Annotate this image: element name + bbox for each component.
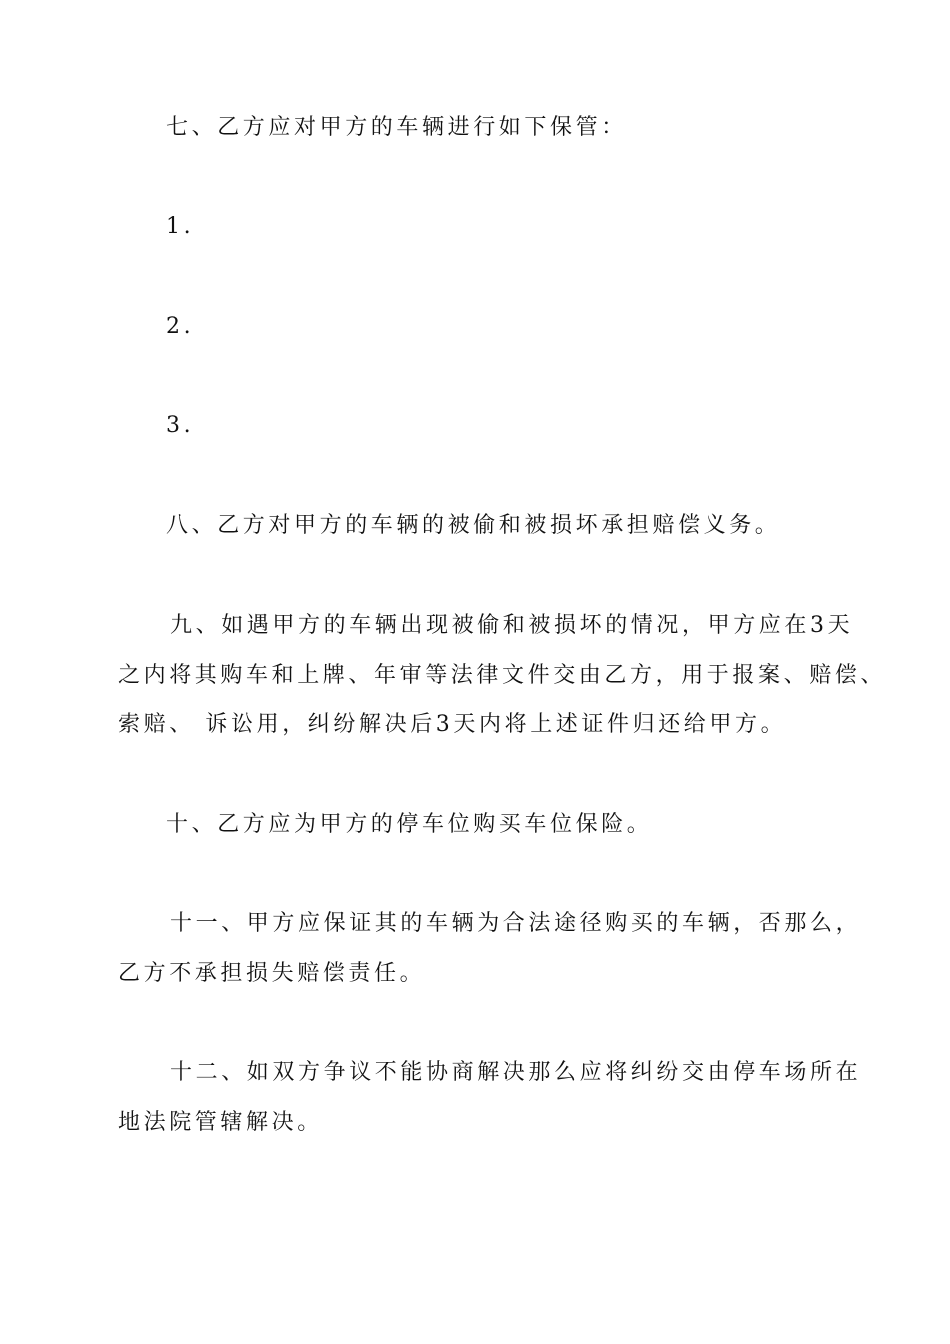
clause-11-line-1: 十一、甲方应保证其的车辆为合法途径购买的车辆，否那么， [170,911,862,936]
clause-11-line-2: 乙方不承担损失赔偿责任。 [118,961,426,986]
clause-10: 十、乙方应为甲方的停车位购买车位保险。 [166,812,653,837]
clause-9-line-2: 之内将其购车和上牌、年审等法律文件交由乙方，用于报案、赔偿、 [118,663,887,688]
clause-7-item-3: 3. [166,413,195,438]
clause-9-line-1: 九、如遇甲方的车辆出现被偷和被损坏的情况，甲方应在3天 [170,613,854,638]
clause-12-line-1: 十二、如双方争议不能协商解决那么应将纠纷交由停车场所在 [170,1060,862,1085]
clause-8: 八、乙方对甲方的车辆的被偷和被损坏承担赔偿义务。 [166,513,781,538]
clause-12-line-2: 地法院管辖解决。 [118,1110,323,1135]
clause-7-item-2: 2. [166,314,195,339]
clause-7-item-1: 1. [166,214,195,239]
clause-7-heading: 七、乙方应对甲方的车辆进行如下保管： [166,115,627,140]
clause-9-line-3: 索赔、 诉讼用，纠纷解决后3天内将上述证件归还给甲方。 [118,712,787,737]
